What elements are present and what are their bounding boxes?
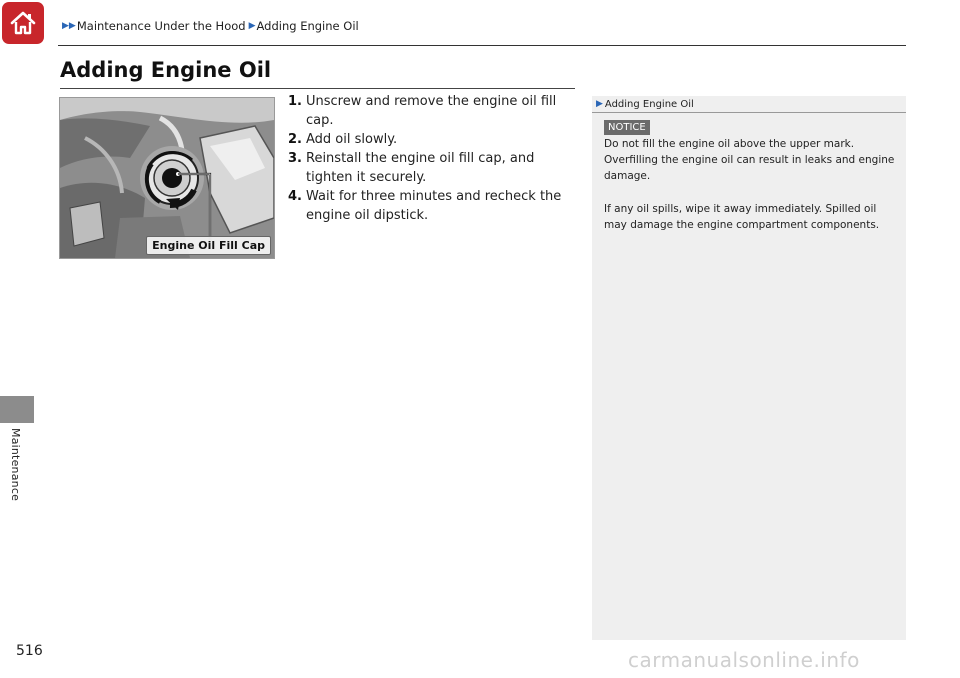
engine-oil-fill-cap-photo [59, 97, 275, 259]
step-item [288, 130, 583, 149]
step-number: 4. [288, 189, 302, 204]
instruction-steps [288, 92, 583, 225]
step-text: Add oil slowly. [306, 132, 398, 147]
breadcrumb-current-page: Adding Engine Oil [256, 19, 359, 33]
note-heading: Adding Engine Oil [604, 98, 694, 110]
engine-bay-illustration [60, 98, 274, 258]
note-header [592, 96, 906, 113]
page-number: 516 [16, 643, 43, 659]
step-number: 3. [288, 151, 302, 166]
page-title: Adding Engine Oil [60, 58, 272, 82]
spill-paragraph: If any oil spills, wipe it away immediately. Spilled oil may damage the engine compartment components. [604, 203, 880, 231]
step-item [288, 92, 583, 130]
step-number: 1. [288, 94, 302, 109]
step-text: Wait for three minutes and recheck the engine oil dipstick. [306, 189, 562, 223]
triangle-right-icon: ▶ [62, 21, 69, 31]
section-label: Maintenance [9, 428, 22, 502]
section-tab-marker[interactable] [0, 396, 34, 423]
note-marker-icon: ▶ [596, 99, 603, 109]
header-divider [58, 45, 906, 46]
notice-badge: NOTICE [604, 120, 650, 135]
title-divider [60, 88, 575, 89]
breadcrumb [62, 19, 362, 33]
triangle-right-icon: ▶ [248, 21, 256, 31]
triangle-right-icon: ▶ [68, 21, 76, 31]
step-text: Unscrew and remove the engine oil fill cap. [306, 94, 557, 128]
note-panel [592, 96, 906, 640]
home-icon [9, 10, 37, 36]
breadcrumb-link-maintenance-under-the-hood[interactable]: Maintenance Under the Hood [76, 19, 246, 33]
figure-caption: Engine Oil Fill Cap [146, 236, 271, 255]
notice-paragraph: Do not fill the engine oil above the upper mark. Overfilling the engine oil can result in leaks and engine damage. [604, 138, 895, 182]
home-button[interactable] [2, 2, 44, 44]
step-item [288, 149, 583, 187]
step-number: 2. [288, 132, 302, 147]
step-item [288, 187, 583, 225]
step-text: Reinstall the engine oil fill cap, and tighten it securely. [306, 151, 535, 185]
watermark: carmanualsonline.info [628, 648, 860, 672]
